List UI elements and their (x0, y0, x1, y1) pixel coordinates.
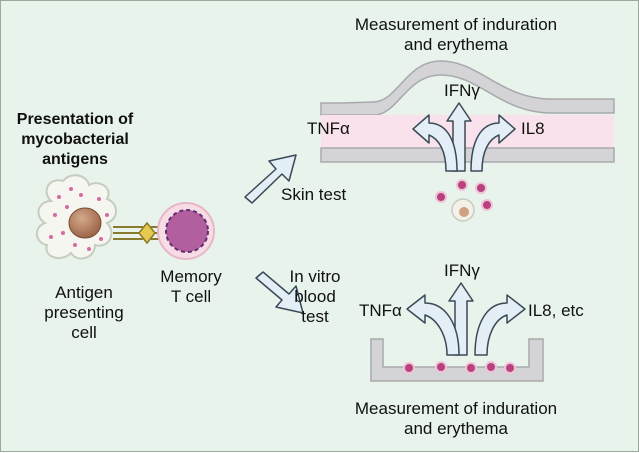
apc-label: Antigen presenting cell (44, 283, 124, 342)
blood-test-label: In vitro blood test (289, 267, 341, 326)
memory-t-cell-label: Memory T cell (160, 267, 222, 306)
skin-tnfa-label: TNFα (307, 119, 350, 138)
antigen-presenting-cell (37, 175, 116, 258)
presentation-label: Presentation of mycobacterial antigens (16, 111, 134, 168)
blood-cytokine-arrows (407, 283, 525, 355)
memory-t-cell (158, 203, 214, 259)
blood-measurement-label: Measurement of induration and erythema (354, 399, 558, 438)
skin-measurement-label: Measurement of induration and erythema (354, 15, 558, 54)
blood-tnfa-label: TNFα (359, 301, 402, 320)
skin-test-label: Skin test (281, 185, 347, 204)
skin-il8-label: IL8 (521, 119, 545, 138)
blood-il8-label: IL8, etc (528, 301, 584, 320)
diagram-artwork (1, 1, 639, 453)
skin-ifng-label: IFNγ (444, 81, 480, 100)
blood-ifng-label: IFNγ (444, 261, 480, 280)
